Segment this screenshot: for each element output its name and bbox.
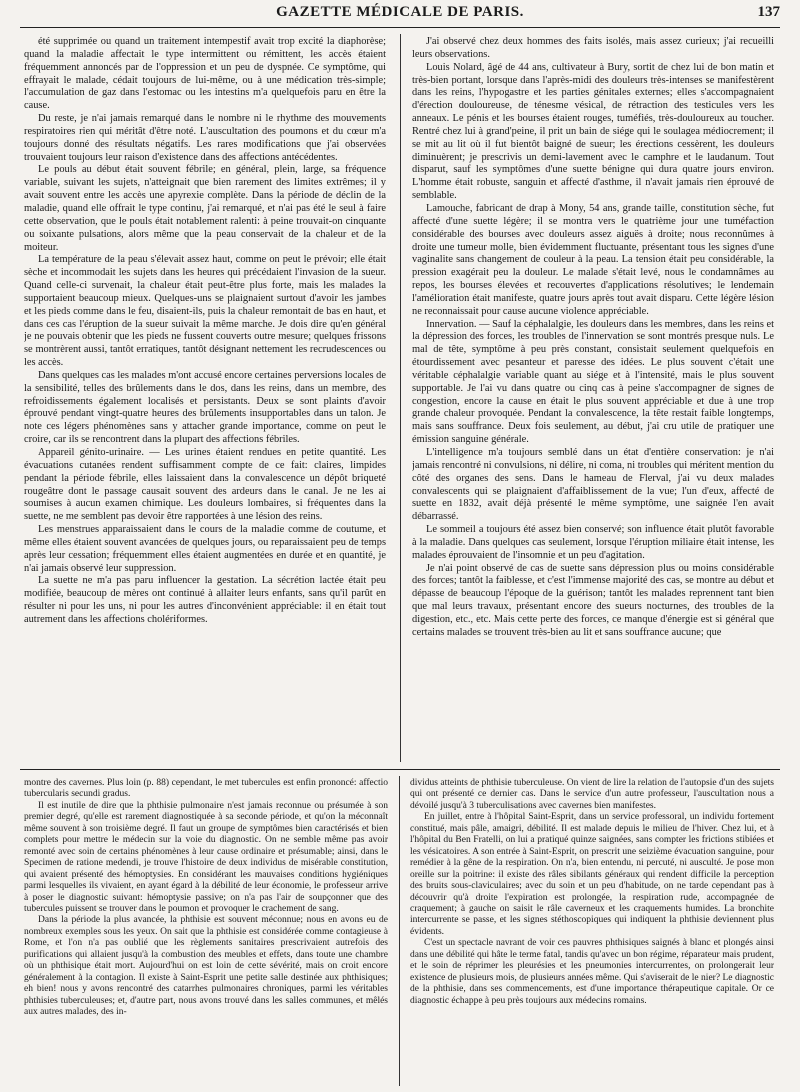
paragraph: Dans quelques cas les malades m'ont accusé encore certaines perversions locales de la sensibilité, telles des brûlements dans le dos, dans les reins, dans un membre, des refroidissements également localisés et persistants. Deux se sont plaints d'avoir éprouvé pendant vingt-quatre heures des brûlements insupportables dans un talon. Je note ces légers phénomènes sans y attacher grande importance, comme on peut le croire, car ils se rencontrent dans la plupart des affections fébriles. xyxy=(24,369,386,446)
lower-left-column xyxy=(24,778,388,1084)
paragraph: Lamouche, fabricant de drap à Mony, 54 ans, grande taille, constitution sèche, fut affecté d'une suette légère; il se montra vers le quatrième jour une tuméfaction considérable des bourses avec douleurs assez aiguës à droite; nous reconnûmes à droite une tumeur molle, bien évidemment fluctuante, présentant tous les signes d'une vaginalite sans changement de couleur à la peau. La tension était peu considérable, la pression exagérait peu la douleur. Le malade s'était levé, nous le condamnâmes au repos, les bourses élevées et recouvertes d'applications résolutives; le lendemain l'amélioration était manifeste, quatre jours après tout avait disparu. Cette légère lésion ne reconnaissait pour cause aucune violence appréciable. xyxy=(412,202,774,317)
paragraph: Appareil génito-urinaire. — Les urines étaient rendues en petite quantité. Les évacuations cutanées rendent suffisamment compte de ce fait: claires, limpides pendant la période fébrile, elles laissaient dans la convalescence un dépôt briqueté rougeâtre dont le passage causait souvent des ardeurs dans le canal. Je ne les ai soumises à aucun examen chimique. Les douleurs lombaires, si fréquentes dans la suette, ne me semblent pas devoir être rapportées à une lésion des reins. xyxy=(24,447,386,523)
paragraph: montre des cavernes. Plus loin (p. 88) cependant, le met tubercules est enfin prononcé: affectio tubercularis secundi gradus. xyxy=(24,778,388,800)
paragraph: L'intelligence m'a toujours semblé dans un état d'entière conservation: je n'ai jamais rencontré ni convulsions, ni délire, ni coma, ni troubles qui méritent mention du côté des organes des sens. Dans le hameau de Flerval, j'ai vu deux malades convalescents qui se plaignaient d'affaiblissement de la vue; l'un d'eux, affecté de suette en 1832, avait déjà présenté le même symptôme, une saignée l'en avait débarrassé. xyxy=(412,447,774,523)
paragraph: Le sommeil a toujours été assez bien conservé; son influence était plutôt favorable à la maladie. Dans quelques cas seulement, lorsque l'éruption miliaire était intense, les malades éprouvaient de l'insomnie et un peu d'agitation. xyxy=(412,524,774,561)
paragraph: Dans la période la plus avancée, la phthisie est souvent méconnue; nous en avons eu de nombreux exemples sous les yeux. On sait que la phthisie est considérée comme contagieuse à Rome, et l'on n'a pas oublié que les règlements sanitaires prescrivaient autrefois des purifications qui allaient jusqu'à la combustion des meubles et effets, dans toute une chambre où un phthisique était mort. Aujourd'hui on est loin de cette sévérité, mais on croit encore généralement à la contagion. Il existe à Saint-Esprit une petite salle destinée aux phthisiques; eh bien! nous y avons rencontré des catarrhes pulmonaires chroniques, parmi les véritables phthisies tuberculeuses; et, d'autre part, nous avons trouvé dans les salles communes, et mêlés aux autres malades, des in- xyxy=(24,915,388,1018)
section-rule xyxy=(20,769,780,770)
upper-right-column xyxy=(412,36,774,760)
paragraph: La température de la peau s'élevait assez haut, comme on peut le prévoir; elle était sèche et incommodait les sujets dans les heures qui précédaient l'invasion de la sueur. Quand celle-ci survenait, la chaleur était peut-être plus forte, mais les malades la supportaient beaucoup mieux. Quelques-uns se plaignaient surtout d'avoir les jambes et les pieds comme dans le feu, disaient-ils, puis la chaleur remontait de bas en haut, et dans ces cas l'éruption de la sueur suivait la même marche. Je dois dire qu'en général je ne pouvais obtenir que les pieds ne fussent couverts outre mesure; quelques frissons se montrèrent aussi, tantôt erratiques, tantôt désignant nettement les recrudescences ou les accès. xyxy=(24,254,386,369)
lower-right-column xyxy=(410,778,774,1084)
paragraph: J'ai observé chez deux hommes des faits isolés, mais assez curieux; j'ai recueilli leurs observations. xyxy=(412,36,774,60)
paragraph: Louis Nolard, âgé de 44 ans, cultivateur à Bury, sortit de chez lui de bon matin et très-bien portant, lorsque dans l'après-midi des douleurs très-intenses se manifestèrent dans les reins, l'hypogastre et les parties génitales externes; elles s'accompagnaient d'érection douloureuse, de ténesme vésical, de rétraction des testicules vers les anneaux. Le pénis et les bourses étaient rouges, tuméfiés, très-douloureux au toucher. Rentré chez lui à grand'peine, il prit un bain de siége qui le soulagea médiocrement; il se mit au lit où il fut bientôt baigné de sueur; les érections cessèrent, les douleurs diminuèrent; je prescrivis un demi-lavement avec le camphre et le laudanum. Tout disparut, sauf les symptômes d'une suette bénigne qui dura quatre jours environ. L'homme était robuste, sanguin et affecté d'asthme, il n'avait jamais rien éprouvé de semblable. xyxy=(412,61,774,202)
paragraph: Du reste, je n'ai jamais remarqué dans le nombre ni le rhythme des mouvements respiratoires rien qui méritât d'être noté. L'auscultation des poumons et du cœur m'a toujours donné des résultats négatifs. Les rares modifications que j'ai observées trouvaient toujours leur raison d'existence dans des affections antécédentes. xyxy=(24,113,386,163)
page-number: 137 xyxy=(757,4,780,20)
paragraph: C'est un spectacle navrant de voir ces pauvres phthisiques saignés à blanc et plongés ainsi dans une débilité qui hâte le terme fatal, tandis qu'avec un bon régime, réparateur mais prudent, et le soin de réprimer les pleurésies et les pneumonies intercurrentes, on prolongerait leur existence de plusieurs mois, de plusieurs années même. Qui s'aviserait de le nier? Le diagnostic de la phthisie, dans ses commencements, est d'une importance thérapeutique capitale. Or ce diagnostic échappe à peu près toujours aux médecins romains. xyxy=(410,938,774,1006)
paragraph: Je n'ai point observé de cas de suette sans dépression plus ou moins considérable des forces; tantôt la faiblesse, et c'est l'immense majorité des cas, se montre au début et dépasse de beaucoup l'époque de la guérison; tantôt les malades reprennent tant bien que mal leurs travaux, présentant encore des sueurs nocturnes, des troubles de la digestion, etc., etc. Mais cette perte des forces, ce manque d'énergie est si général que certains malades se trouvent très-bien au lit et sans souffrance aucune; que xyxy=(412,562,774,638)
paragraph: Il est inutile de dire que la phthisie pulmonaire n'est jamais reconnue ou présumée à son premier degré, qu'elle est rarement diagnostiquée à sa seconde période, et qu'on la méconnaît même souvent à son troisième degré. Il faut un groupe de symptômes bien caractérisés et bien complets pour mettre le médecin sur la voie du diagnostic. On ne semble même pas avoir remonté avec soin de certains phénomènes à leur cause ordinaire et présumable; ainsi, dans le Specimen de ratione medendi, je trouve l'histoire de deux individus de misérable constitution, qui avaient présenté des hémoptysies. En considérant les mauvaises conditions hygiéniques parmi lesquelles ils vivaient, en ayant égard à la débilité de leur économie, le professeur arrive à poser le diagnostic suivant: hémoptysie passive; on n'a pas l'air de soupçonner que des tubercules puissent se trouver dans le poumon et provoquer le crachement de sang. xyxy=(24,800,388,914)
paragraph: Le pouls au début était souvent fébrile; en général, plein, large, sa fréquence variable, suivant les sujets, n'atteignait que bien rarement des limites extrêmes; il y avait souvent entre les accès une apyrexie complète. Dans la période de déclin de la maladie, quand elle offrait le type continu, j'ai remarqué, et n'ai pas été le seul à faire cette observation, que le pouls était notablement ralenti: à peine trouvait-on cinquante ou soixante pulsations, alors même que la peau conservait de la chaleur et de la moiteur. xyxy=(24,164,386,253)
column-divider xyxy=(400,34,401,762)
paragraph: Innervation. — Sauf la céphalalgie, les douleurs dans les membres, dans les reins et la dépression des forces, les troubles de l'innervation se sont montrés presque nuls. Le mal de tête, symptôme à peu près constant, consistait seulement quelquefois en étourdissement avec pesanteur et paresse des idées. Le plus souvent c'était une véritable céphalalgie variable quant au siége et à l'intensité, mais le plus souvent supportable. Je l'ai vu dans quatre ou cinq cas à peine s'accompagner de signes de congestion, encore la cause en était le plus souvent appréciable et due à une trop grande chaleur provoquée. Pendant la convalescence, la tête restait faible longtemps, mais sans souffrance. Deux fois seulement, au début, j'ai cru utile de pratiquer une émission sanguine générale. xyxy=(412,318,774,446)
paragraph: dividus atteints de phthisie tuberculeuse. On vient de lire la relation de l'autopsie d'un des sujets qui ont présenté ce dernier cas. Dans le service d'un autre professeur, l'auscultation nous a dévoilé jusqu'à 3 tuberculisations avec cavernes bien manifestes. xyxy=(410,778,774,811)
paragraph: Les menstrues apparaissaient dans le cours de la maladie comme de coutume, et même elles étaient souvent avancées de quelques jours, ou reparaissaient peu de temps après leur cessation; fréquemment elles étaient augmentées en durée et en quantité, je n'ai jamais observé leur suppression. xyxy=(24,524,386,574)
paragraph: En juillet, entre à l'hôpital Saint-Esprit, dans un service professoral, un individu fortement constitué, mais pâle, amaigri, débilité. Il est malade depuis le milieu de l'hiver. Chez lui, et à l'hôpital du Ben Fratelli, on lui a pratiqué quinze saignées, sans compter les frictions stibiées et les vésicatoires. A son entrée à Saint-Esprit, on prescrit une seizième évacuation sanguine, pour remédier à la gêne de la respiration. On n'a, bien entendu, ni percuté, ni ausculté. Je pose mon oreille sur la poitrine: il existe des râles sibilants généraux qui rendent difficile la perception des bruits sous-claviculaires; avec du soin et un peu d'habitude, on ne tarde cependant pas à découvrir qu'à droite l'expiration est prolongée, la respiration rude, accompagnée de craquement; à gauche on saisit le râle caverneux et les craquements humides. La bronchite intercurrente se passe, et les signes stéthoscopiques qui indiquent la phthisie deviennent plus évidents. xyxy=(410,812,774,937)
paragraph: été supprimée ou quand un traitement intempestif avait trop excité la diaphorèse; quand la maladie affectait le type intermittent ou rémittent, les accès étaient fréquemment annoncés par de l'oppression et un peu de dyspnée. Ce symptôme, qui effrayait le malade, cédait toujours de lui-même, ou à une médication très-simple; l'accumulation de gaz dans l'estomac ou les intestins m'a quelquefois paru en être la cause. xyxy=(24,36,386,112)
column-divider xyxy=(399,776,400,1086)
journal-title: GAZETTE MÉDICALE DE PARIS. xyxy=(276,4,524,20)
upper-left-column xyxy=(24,36,386,760)
page-header xyxy=(20,4,780,26)
paragraph: La suette ne m'a pas paru influencer la gestation. La sécrétion lactée était peu modifiée, beaucoup de mères ont continué à allaiter leurs enfants, sans qu'il parût en résulter ni pour les uns, ni pour les autres d'inconvénient appréciable: il en était tout autrement dans les affections cholériformes. xyxy=(24,575,386,625)
header-rule xyxy=(20,27,780,28)
